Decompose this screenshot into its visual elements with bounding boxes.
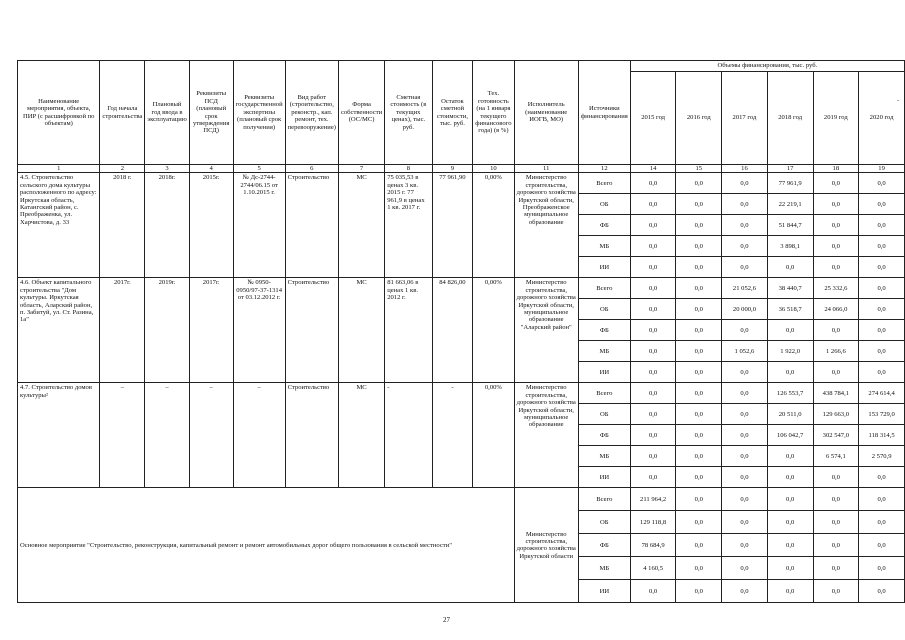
column-number: 17 [767, 165, 813, 173]
tech-readiness: 0,00% [473, 383, 514, 488]
funding-value: 0,0 [630, 278, 676, 299]
funding-value: 0,0 [676, 215, 722, 236]
funding-source-label: ОБ [578, 194, 630, 215]
column-number: 4 [189, 165, 233, 173]
funding-value: 0,0 [767, 257, 813, 278]
object-name: 4.7. Строительство домов культуры² [18, 383, 100, 488]
funding-value: 0,0 [767, 320, 813, 341]
ownership-form: МС [338, 278, 384, 383]
column-number: 16 [722, 165, 768, 173]
column-number: 8 [385, 165, 432, 173]
funding-value: 438 784,1 [813, 383, 859, 404]
col-header-expertise: Реквизиты государственной экспертизы (плановый срок получения) [233, 61, 285, 165]
col-header-year-2016: 2016 год [676, 72, 722, 165]
funding-value: 0,0 [722, 236, 768, 257]
funding-source-label: ФБ [578, 534, 630, 557]
funding-value: 0,0 [722, 257, 768, 278]
funding-value: 0,0 [630, 446, 676, 467]
column-number: 12 [578, 165, 630, 173]
funding-value: 0,0 [722, 446, 768, 467]
psd-date: 2015г. [189, 173, 233, 278]
funding-value: 0,0 [859, 534, 905, 557]
column-number: 3 [145, 165, 189, 173]
funding-value: 0,0 [676, 511, 722, 534]
funding-value: 0,0 [630, 257, 676, 278]
funding-value: 0,0 [813, 257, 859, 278]
expertise-details: № 0950-0950/97-37-1314 от 03.12.2012 г. [233, 278, 285, 383]
column-number: 18 [813, 165, 859, 173]
expertise-details: – [233, 383, 285, 488]
funding-value: 0,0 [722, 488, 768, 511]
column-number: 5 [233, 165, 285, 173]
funding-value: 3 898,1 [767, 236, 813, 257]
funding-value: 0,0 [813, 467, 859, 488]
funding-value: 0,0 [676, 557, 722, 580]
col-header-sources: Источники финансирования [578, 61, 630, 165]
funding-value: 0,0 [813, 236, 859, 257]
funding-value: 0,0 [676, 488, 722, 511]
funding-value: 0,0 [722, 557, 768, 580]
funding-value: 0,0 [767, 446, 813, 467]
funding-value: 0,0 [722, 215, 768, 236]
col-header-year-2018: 2018 год [767, 72, 813, 165]
funding-value: 0,0 [676, 383, 722, 404]
funding-value: 129 118,8 [630, 511, 676, 534]
funding-source-label: ИИ [578, 467, 630, 488]
funding-value: 0,0 [767, 511, 813, 534]
funding-value: 22 219,1 [767, 194, 813, 215]
column-number: 9 [432, 165, 473, 173]
funding-value: 0,0 [630, 425, 676, 446]
column-number: 2 [100, 165, 145, 173]
funding-value: 0,0 [676, 341, 722, 362]
psd-date: – [189, 383, 233, 488]
funding-value: 24 066,0 [813, 299, 859, 320]
col-header-year-2017: 2017 год [722, 72, 768, 165]
funding-source-label: ИИ [578, 362, 630, 383]
executor: Министерство строительства, дорожного хозяйства Иркутской области, муниципальное образование [514, 383, 578, 488]
funding-value: 0,0 [767, 488, 813, 511]
funding-value: 0,0 [630, 467, 676, 488]
funding-source-label: Всего [578, 173, 630, 194]
funding-value: 0,0 [722, 580, 768, 603]
funding-value: 0,0 [676, 236, 722, 257]
funding-value: 20 000,0 [722, 299, 768, 320]
estimate-cost: 75 035,53 в ценах 3 кв. 2015 г. 77 961,9 в ценах 1 кв. 2017 г. [385, 173, 432, 278]
funding-value: 0,0 [813, 511, 859, 534]
funding-value: 302 547,0 [813, 425, 859, 446]
funding-value: 78 684,9 [630, 534, 676, 557]
column-number: 19 [859, 165, 905, 173]
funding-value: 0,0 [859, 580, 905, 603]
funding-value: 106 042,7 [767, 425, 813, 446]
work-type: Строительство [285, 173, 338, 278]
funding-value: 0,0 [859, 173, 905, 194]
executor: Министерство строительства, дорожного хозяйства Иркутской области, Преображенское муниципальное образование [514, 173, 578, 278]
table-body [18, 173, 905, 603]
col-header-remainder: Остаток сметной стоимости, тыс. руб. [432, 61, 473, 165]
funding-value: 0,0 [722, 320, 768, 341]
funding-value: 0,0 [722, 511, 768, 534]
start-year: – [100, 383, 145, 488]
tech-readiness: 0,00% [473, 278, 514, 383]
remaining-cost: - [432, 383, 473, 488]
funding-value: 0,0 [630, 173, 676, 194]
funding-value: 129 663,0 [813, 404, 859, 425]
funding-value: 0,0 [767, 467, 813, 488]
funding-value: 0,0 [630, 215, 676, 236]
main-event-name: Основное мероприятие "Строительство, реконструкция, капитальный ремонт и ремонт автомобильных дорог общего пользования в сельской местности" [18, 488, 515, 603]
funding-source-label: ФБ [578, 215, 630, 236]
funding-value: 0,0 [859, 488, 905, 511]
funding-value: 1 922,0 [767, 341, 813, 362]
expertise-details: № Дс-2744-2744/06.15 от 1.10.2015 г. [233, 173, 285, 278]
table-row [18, 383, 905, 404]
executor: Министерство строительства, дорожного хозяйства Иркутской области, муниципальное образование "Аларский район" [514, 278, 578, 383]
funding-value: 0,0 [722, 534, 768, 557]
funding-value: 0,0 [630, 362, 676, 383]
funding-value: 0,0 [813, 488, 859, 511]
table-row [18, 173, 905, 194]
funding-value: 0,0 [859, 557, 905, 580]
funding-value: 0,0 [722, 173, 768, 194]
column-number: 15 [676, 165, 722, 173]
col-header-executor: Исполнитель (наименование ИОГВ, МО) [514, 61, 578, 165]
funding-value: 0,0 [722, 467, 768, 488]
funding-value: 1 266,6 [813, 341, 859, 362]
funding-value: 0,0 [859, 236, 905, 257]
funding-source-label: ОБ [578, 511, 630, 534]
funding-value: 0,0 [676, 320, 722, 341]
funding-value: 0,0 [767, 580, 813, 603]
tech-readiness: 0,00% [473, 173, 514, 278]
funding-value: 0,0 [813, 580, 859, 603]
funding-source-label: Всего [578, 488, 630, 511]
remaining-cost: 77 961,90 [432, 173, 473, 278]
funding-value: 0,0 [676, 446, 722, 467]
funding-value: 6 574,1 [813, 446, 859, 467]
funding-value: 0,0 [722, 404, 768, 425]
funding-value: 118 314,5 [859, 425, 905, 446]
financing-table [17, 60, 905, 603]
funding-value: 0,0 [676, 580, 722, 603]
work-type: Строительство [285, 383, 338, 488]
funding-value: 0,0 [859, 215, 905, 236]
funding-source-label: ИИ [578, 257, 630, 278]
col-header-estimate: Сметная стоимость (в текущих ценах), тыс. руб. [385, 61, 432, 165]
funding-value: 0,0 [676, 278, 722, 299]
funding-value: 0,0 [859, 362, 905, 383]
funding-value: 0,0 [813, 362, 859, 383]
page-number: 27 [443, 616, 450, 624]
funding-source-label: ОБ [578, 404, 630, 425]
funding-value: 0,0 [767, 362, 813, 383]
funding-value: 20 511,0 [767, 404, 813, 425]
col-header-psd: Реквизиты ПСД (плановый срок утверждения ПСД) [189, 61, 233, 165]
funding-value: 0,0 [813, 173, 859, 194]
estimate-cost: - [385, 383, 432, 488]
funding-value: 0,0 [630, 383, 676, 404]
funding-value: 25 332,6 [813, 278, 859, 299]
funding-value: 274 614,4 [859, 383, 905, 404]
col-header-funding-group: Объемы финансирования, тыс. руб. [630, 61, 904, 72]
column-number: 11 [514, 165, 578, 173]
work-type: Строительство [285, 278, 338, 383]
funding-value: 0,0 [722, 383, 768, 404]
funding-source-label: МБ [578, 341, 630, 362]
table-header [18, 61, 905, 173]
funding-value: 0,0 [813, 320, 859, 341]
funding-value: 36 518,7 [767, 299, 813, 320]
funding-value: 211 964,2 [630, 488, 676, 511]
funding-value: 0,0 [676, 362, 722, 383]
funding-source-label: Всего [578, 383, 630, 404]
commission-year: 2019г. [145, 278, 189, 383]
funding-value: 0,0 [676, 173, 722, 194]
funding-value: 0,0 [676, 534, 722, 557]
object-name: 4.5. Строительство сельского дома культуры расположенного по адресу: Иркутская область, Катангский район, с. Преображенка, ул. Харчистова, д. 33 [18, 173, 100, 278]
funding-value: 0,0 [676, 404, 722, 425]
funding-value: 0,0 [813, 557, 859, 580]
funding-value: 0,0 [676, 425, 722, 446]
funding-value: 38 440,7 [767, 278, 813, 299]
funding-source-label: МБ [578, 557, 630, 580]
funding-value: 0,0 [630, 404, 676, 425]
col-header-work-type: Вид работ (строительство, реконстр., кап. ремонт, тех. перевооружение) [285, 61, 338, 165]
funding-value: 0,0 [630, 580, 676, 603]
table-row [18, 278, 905, 299]
table-row [18, 488, 905, 511]
col-header-ownership: Форма собственности (ОС/МС) [338, 61, 384, 165]
estimate-cost: 81 663,06 в ценах 1 кв. 2012 г. [385, 278, 432, 383]
column-number: 14 [630, 165, 676, 173]
start-year: 2018 г. [100, 173, 145, 278]
funding-value: 153 729,0 [859, 404, 905, 425]
commission-year: 2018г. [145, 173, 189, 278]
funding-value: 126 553,7 [767, 383, 813, 404]
column-number: 1 [18, 165, 100, 173]
funding-value: 0,0 [722, 425, 768, 446]
col-header-start-year: Год начала строительства [100, 61, 145, 165]
col-header-year-2020: 2020 год [859, 72, 905, 165]
funding-value: 77 961,9 [767, 173, 813, 194]
funding-value: 0,0 [859, 299, 905, 320]
funding-value: 0,0 [676, 257, 722, 278]
funding-source-label: ФБ [578, 320, 630, 341]
funding-source-label: ИИ [578, 580, 630, 603]
funding-source-label: ОБ [578, 299, 630, 320]
funding-source-label: ФБ [578, 425, 630, 446]
commission-year: – [145, 383, 189, 488]
funding-value: 2 570,9 [859, 446, 905, 467]
col-header-commission-year: Плановый год ввода в эксплуатацию [145, 61, 189, 165]
funding-value: 0,0 [630, 194, 676, 215]
col-header-year-2015: 2015 год [630, 72, 676, 165]
start-year: 2017г. [100, 278, 145, 383]
col-header-readiness: Тех. готовность (на 1 января текущего финансового года) (в %) [473, 61, 514, 165]
funding-value: 0,0 [722, 194, 768, 215]
ownership-form: МС [338, 383, 384, 488]
col-header-name: Наименование мероприятия, объекта, ПИР (с расшифровкой по объектам) [18, 61, 100, 165]
column-number-row [18, 165, 905, 173]
col-header-year-2019: 2019 год [813, 72, 859, 165]
main-event-executor: Министерство строительства, дорожного хозяйства Иркутской области [514, 488, 578, 603]
object-name: 4.6. Объект капитального строительства "Дом культуры. Иркутская область, Аларский район, п. Забитуй, ул. Ст. Разина, 1а" [18, 278, 100, 383]
funding-value: 0,0 [813, 194, 859, 215]
funding-source-label: МБ [578, 446, 630, 467]
funding-source-label: МБ [578, 236, 630, 257]
funding-value: 4 160,5 [630, 557, 676, 580]
funding-value: 0,0 [859, 320, 905, 341]
funding-value: 0,0 [767, 534, 813, 557]
funding-value: 0,0 [676, 299, 722, 320]
funding-value: 0,0 [859, 511, 905, 534]
funding-value: 0,0 [676, 194, 722, 215]
funding-value: 0,0 [859, 467, 905, 488]
funding-value: 0,0 [859, 194, 905, 215]
funding-value: 0,0 [859, 278, 905, 299]
funding-value: 0,0 [859, 257, 905, 278]
funding-value: 0,0 [813, 215, 859, 236]
funding-value: 0,0 [630, 320, 676, 341]
funding-value: 0,0 [813, 534, 859, 557]
psd-date: 2017г. [189, 278, 233, 383]
funding-value: 0,0 [676, 467, 722, 488]
column-number: 7 [338, 165, 384, 173]
margin-mark: - [897, 96, 900, 104]
column-number: 6 [285, 165, 338, 173]
funding-value: 1 052,6 [722, 341, 768, 362]
ownership-form: МС [338, 173, 384, 278]
funding-value: 0,0 [630, 341, 676, 362]
funding-value: 0,0 [767, 557, 813, 580]
funding-value: 0,0 [722, 362, 768, 383]
funding-value: 0,0 [859, 341, 905, 362]
funding-value: 0,0 [630, 236, 676, 257]
funding-value: 21 052,6 [722, 278, 768, 299]
funding-source-label: Всего [578, 278, 630, 299]
funding-value: 0,0 [630, 299, 676, 320]
remaining-cost: 84 826,00 [432, 278, 473, 383]
column-number: 10 [473, 165, 514, 173]
funding-value: 51 844,7 [767, 215, 813, 236]
